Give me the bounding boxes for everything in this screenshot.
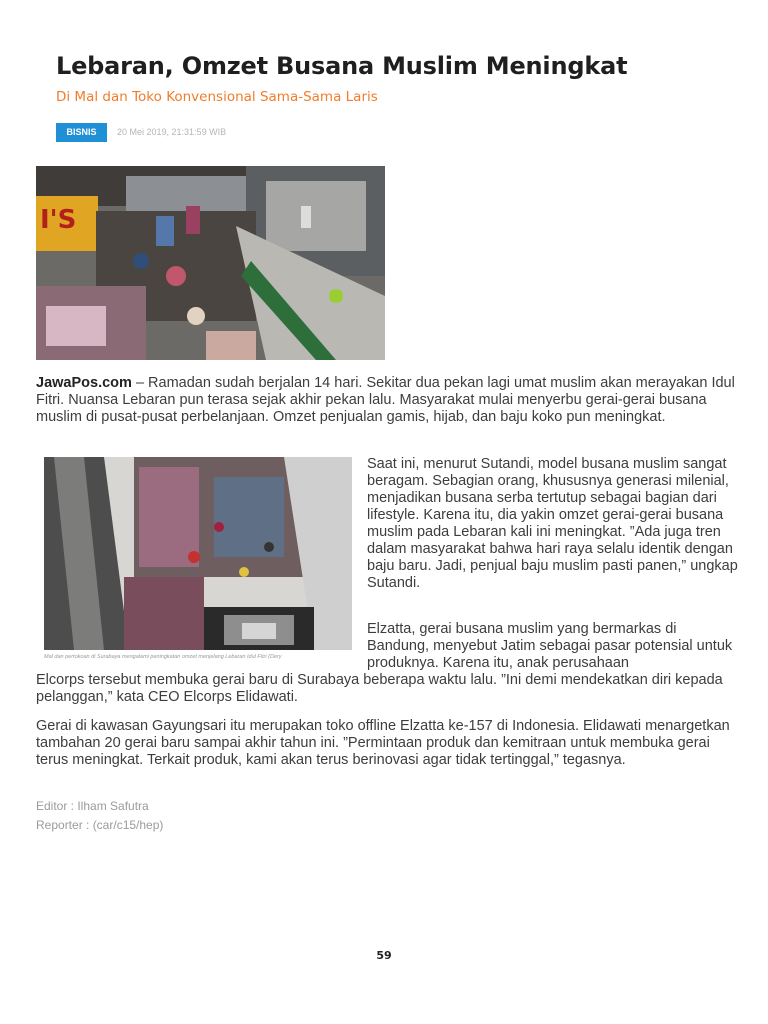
publish-date: 20 Mei 2019, 21:31:59 WIB	[117, 127, 227, 137]
paragraph-intro	[36, 375, 736, 426]
svg-text:I'S: I'S	[40, 205, 77, 235]
reporter-credit: Reporter : (car/c15/hep)	[36, 818, 164, 832]
image-caption: Mal dan pertokoan di Surabaya mengalami peningkatan omzet menjelang Lebaran Idul Fitri (Dery	[44, 654, 282, 660]
source-name: JawaPos.com	[36, 375, 132, 391]
page-number: 59	[376, 949, 392, 962]
category-badge[interactable]: BISNIS	[56, 123, 107, 142]
paragraph-elzatta-start: Elzatta, gerai busana muslim yang bermarkas di Bandung, menyebut Jatim sebagai pasar potensial untuk produknya. Karena itu, anak perusahaan	[367, 621, 733, 671]
paragraph-gayungsari: Gerai di kawasan Gayungsari itu merupakan toko offline Elzatta ke-157 di Indonesia. Elidawati menargetkan tambahan 20 gerai baru sampai akhir tahun ini. ”Permintaan produk dan kemitraan untuk membuka gerai terus meningkat. Terkait produk, kami akan terus berinovasi agar tidak tertinggal,” tegasnya.	[36, 718, 730, 768]
article-photo-mall-crowd	[36, 166, 385, 360]
paragraph-elzatta-end: Elcorps tersebut membuka gerai baru di Surabaya beberapa waktu lalu. ”Ini demi mendekatkan diri kepada pelanggan,” kata CEO Elcorps Elidawati.	[36, 672, 723, 705]
article-photo-mall-interior	[44, 457, 352, 650]
article-subtitle: Di Mal dan Toko Konvensional Sama-Sama Laris	[56, 89, 378, 105]
article-title: Lebaran, Omzet Busana Muslim Meningkat	[56, 52, 628, 80]
paragraph-sutandi: Saat ini, menurut Sutandi, model busana muslim sangat beragam. Sebagian orang, khususnya generasi milenial, menjadikan busana serba tertutup sebagai bagian dari lifestyle. Karena itu, dia yakin omzet gerai-gerai busana muslim pada Lebaran kali ini meningkat. ”Ada juga tren dalam masyarakat bahwa hari raya selalu identik dengan baju baru. Jadi, penjual baju muslim pasti panen,” ungkap Sutandi.	[367, 456, 738, 591]
paragraph-intro-text: – Ramadan sudah berjalan 14 hari. Sekitar dua pekan lagi umat muslim akan merayakan Idul Fitri. Nuansa Lebaran pun terasa sejak akhir pekan lalu. Masyarakat mulai menyerbu gerai-gerai busana muslim di pusat-pusat perbelanjaan. Omzet penjualan gamis, hijab, dan baju koko pun meningkat.	[36, 375, 735, 425]
editor-credit: Editor : Ilham Safutra	[36, 799, 149, 813]
